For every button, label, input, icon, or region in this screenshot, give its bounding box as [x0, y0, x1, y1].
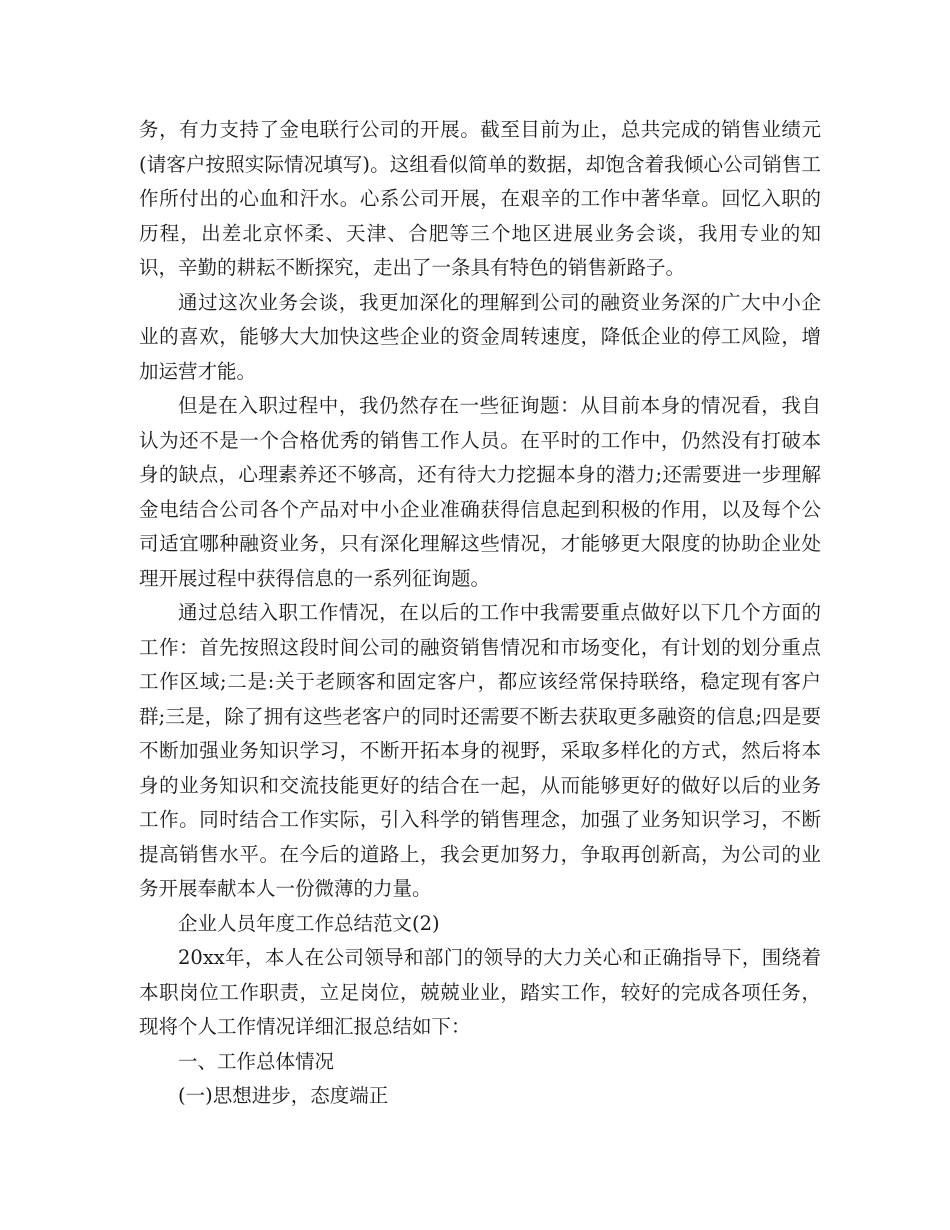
paragraph: 20xx年，本人在公司领导和部门的领导的大力关心和正确指导下，围绕着本职岗位工作职责，立足岗位，兢兢业业，踏实工作，较好的完成各项任务，现将个人工作情况详细汇报总结如下：	[139, 946, 821, 1038]
paragraph: 通过这次业务会谈，我更加深化的理解到公司的融资业务深的广大中小企业的喜欢，能够大大加快这些企业的资金周转速度，降低企业的停工风险，增加运营才能。	[139, 290, 821, 383]
section-heading: 一、工作总体情况	[178, 1049, 335, 1073]
paragraph: 但是在入职过程中，我仍然存在一些征询题：从目前本身的情况看，我自认为还不是一个合格优秀的销售工作人员。在平时的工作中，仍然没有打破本身的缺点，心理素养还不够高，还有待大力挖掘本身的潜力;还需要进一步理解金电结合公司各个产品对中小企业准确获得信息起到积极的作用，以及每个公司适宜哪种融资业务，只有深化理解这些情况，才能够更大限度的协助企业处理开展过程中获得信息的一系列征询题。	[139, 394, 821, 590]
subsection-heading: (一)思想进步，态度端正	[178, 1084, 389, 1107]
paragraph: 通过总结入职工作情况，在以后的工作中我需要重点做好以下几个方面的工作：首先按照这段时间公司的融资销售情况和市场变化，有计划的划分重点工作区域;二是:关于老顾客和固定客户，都应该经常保持联络，稳定现有客户群;三是，除了拥有这些老客户的同时还需要不断去获取更多融资的信息;四是要不断加强业务知识学习，不断开拓本身的视野，采取多样化的方式，然后将本身的业务知识和交流技能更好的结合在一起，从而能够更好的做好以后的业务工作。同时结合工作实际，引入科学的销售理念，加强了业务知识学习，不断提高销售水平。在今后的道路上，我会更加努力，争取再创新高，为公司的业务开展奉献本人一份微薄的力量。	[139, 601, 821, 900]
paragraph-continued: 务，有力支持了金电联行公司的开展。截至目前为止，总共完成的销售业绩元(请客户按照实际情况填写)。这组看似简单的数据，却饱含着我倾心公司销售工作所付出的心血和汗水。心系公司开展，在艰辛的工作中著华章。回忆入职的历程，出差北京怀柔、天津、合肥等三个地区进展业务会谈，我用专业的知识，辛勤的耕耘不断探究，走出了一条具有特色的销售新路子。	[139, 118, 821, 279]
section-title: 企业人员年度工作总结范文(2)	[178, 911, 440, 935]
document-body	[139, 113, 821, 1114]
